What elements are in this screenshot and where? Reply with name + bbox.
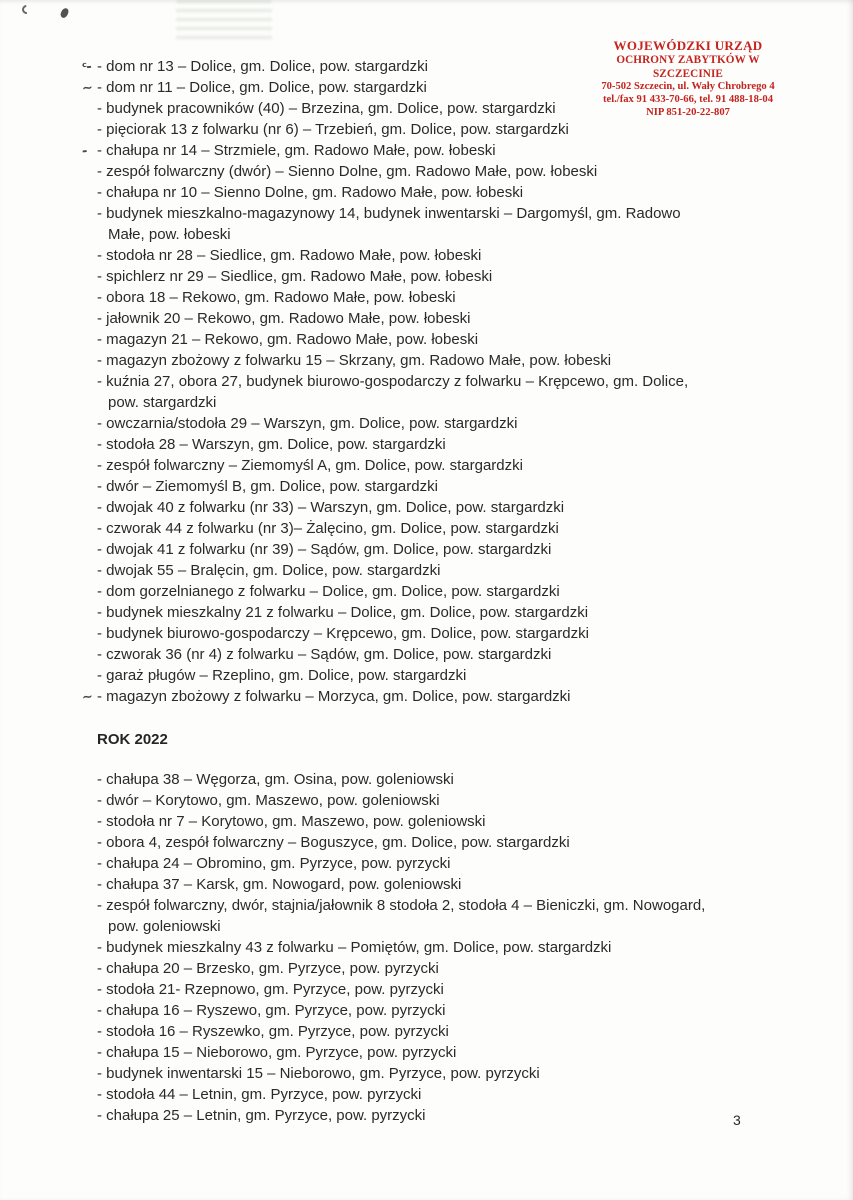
list-item — [97, 853, 717, 874]
pen-tick-mark: ~ — [81, 80, 93, 97]
list-item — [97, 937, 717, 958]
list-item — [97, 308, 717, 329]
list-item — [97, 769, 717, 790]
list-item — [97, 958, 717, 979]
list-item-text: - jałownik 20 – Rekowo, gm. Radowo Małe, pow. łobeski — [97, 310, 471, 327]
stamp-nip: NIP 851-20-22-807 — [646, 107, 730, 119]
list-item — [97, 518, 717, 539]
list-item-text: - chałupa 38 – Węgorza, gm. Osina, pow. goleniowski — [97, 771, 454, 788]
list-item — [97, 266, 717, 287]
list-item — [97, 895, 717, 937]
stamp-address: 70-502 Szczecin, ul. Wały Chrobrego 4 — [601, 81, 775, 93]
list-item-text: - stodoła nr 28 – Siedlice, gm. Radowo Małe, pow. łobeski — [97, 247, 482, 264]
pen-mark — [20, 3, 33, 16]
stamp-phone: tel./fax 91 433-70-66, tel. 91 488-18-04 — [602, 94, 774, 106]
list-item-text: - chałupa 20 – Brzesko, gm. Pyrzyce, pow. pyrzycki — [97, 960, 439, 977]
pen-tick-mark: ᶜ- — [81, 59, 92, 76]
list-item — [97, 182, 717, 203]
list-item-text: - zespół folwarczny, dwór, stajnia/jałownik 8 stodoła 2, stodoła 4 – Bieniczki, gm. Nowogard, pow. goleniowski — [97, 897, 706, 935]
list-item-text: - stodoła 16 – Ryszewko, gm. Pyrzyce, pow. pyrzycki — [97, 1023, 449, 1040]
list-item-text: - czworak 44 z folwarku (nr 3)– Żalęcino, gm. Dolice, pow. stargardzki — [97, 520, 559, 537]
pen-tick-mark: ~ — [81, 689, 93, 706]
list-item — [97, 560, 717, 581]
list-item — [81, 56, 717, 77]
pen-tick-mark: - — [81, 143, 88, 160]
list-item — [97, 119, 717, 140]
list-item — [97, 1105, 717, 1126]
list-item — [97, 832, 717, 853]
list-item — [97, 329, 717, 350]
list-item — [97, 1063, 717, 1084]
list-item-text: - budynek pracowników (40) – Brzezina, gm. Dolice, pow. stargardzki — [97, 100, 556, 117]
list-item-text: - dom nr 11 – Dolice, gm. Dolice, pow. stargardzki — [97, 79, 427, 96]
list-item — [97, 790, 717, 811]
list-item — [97, 161, 717, 182]
list-item — [97, 644, 717, 665]
list-item — [97, 203, 717, 245]
list-item-text: - magazyn zbożowy z folwarku 15 – Skrzany, gm. Radowo Małe, pow. łobeski — [97, 352, 612, 369]
list-item-text: - chałupa 24 – Obromino, gm. Pyrzyce, pow. pyrzycki — [97, 855, 451, 872]
building-list-2022 — [97, 769, 717, 1126]
list-item — [81, 686, 717, 707]
list-item — [81, 140, 717, 161]
list-item-text: - zespół folwarczny – Ziemomyśl A, gm. Dolice, pow. stargardzki — [97, 457, 523, 474]
list-item-text: - magazyn 21 – Rekowo, gm. Radowo Małe, pow. łobeski — [97, 331, 479, 348]
list-item — [97, 1042, 717, 1063]
list-item — [97, 287, 717, 308]
list-item — [81, 77, 717, 98]
list-item — [97, 581, 717, 602]
list-item-text: - dom gorzelnianego z folwarku – Dolice, gm. Dolice, pow. stargardzki — [97, 583, 560, 600]
list-item — [97, 413, 717, 434]
stamp-office-name: WOJEWÓDZKI URZĄD — [613, 38, 763, 53]
list-item-text: - obora 4, zespół folwarczny – Boguszyce, gm. Dolice, pow. stargardzki — [97, 834, 570, 851]
list-item-text: - dwór – Ziemomyśl B, gm. Dolice, pow. stargardzki — [97, 478, 438, 495]
list-item-text: - chałupa nr 14 – Strzmiele, gm. Radowo Małe, pow. łobeski — [97, 142, 496, 159]
list-item-text: - stodoła 21- Rzepnowo, gm. Pyrzyce, pow. pyrzycki — [97, 981, 444, 998]
pen-mark — [60, 7, 70, 19]
list-item-text: - kuźnia 27, obora 27, budynek biurowo-gospodarczy z folwarku – Krępcewo, gm. Dolice, pow. stargardzki — [97, 373, 689, 411]
list-item — [97, 811, 717, 832]
list-item-text: - budynek inwentarski 15 – Nieborowo, gm. Pyrzyce, pow. pyrzycki — [97, 1065, 540, 1082]
list-item-text: - zespół folwarczny (dwór) – Sienno Dolne, gm. Radowo Małe, pow. łobeski — [97, 163, 598, 180]
list-item-text: - dwojak 41 z folwarku (nr 39) – Sądów, gm. Dolice, pow. stargardzki — [97, 541, 552, 558]
list-item-text: - chałupa 15 – Nieborowo, gm. Pyrzyce, pow. pyrzycki — [97, 1044, 457, 1061]
list-item-text: - budynek mieszkalny 21 z folwarku – Dolice, gm. Dolice, pow. stargardzki — [97, 604, 589, 621]
list-item-text: - dwojak 40 z folwarku (nr 33) – Warszyn, gm. Dolice, pow. stargardzki — [97, 499, 565, 516]
building-list-part1 — [81, 56, 717, 707]
list-item — [97, 455, 717, 476]
list-item — [97, 476, 717, 497]
list-item-text: - dwór – Korytowo, gm. Maszewo, pow. goleniowski — [97, 792, 440, 809]
list-item — [97, 539, 717, 560]
list-item-text: - chałupa 25 – Letnin, gm. Pyrzyce, pow. pyrzycki — [97, 1107, 426, 1124]
list-item — [97, 979, 717, 1000]
list-item-text: - budynek mieszkalno-magazynowy 14, budynek inwentarski – Dargomyśl, gm. Radowo Małe, pow. łobeski — [97, 205, 681, 243]
list-item — [97, 245, 717, 266]
list-item — [97, 1084, 717, 1105]
list-item-text: - chałupa 37 – Karsk, gm. Nowogard, pow. goleniowski — [97, 876, 462, 893]
list-item-text: - dom nr 13 – Dolice, gm. Dolice, pow. stargardzki — [97, 58, 428, 75]
list-item-text: - obora 18 – Rekowo, gm. Radowo Małe, pow. łobeski — [97, 289, 456, 306]
stamp-office-name-2: OCHRONY ZABYTKÓW W SZCZECINIE — [616, 53, 760, 80]
list-item-text: - stodoła nr 7 – Korytowo, gm. Maszewo, pow. goleniowski — [97, 813, 486, 830]
list-item-text: - stodoła 28 – Warszyn, gm. Dolice, pow. stargardzki — [97, 436, 446, 453]
list-item — [97, 1021, 717, 1042]
list-item-text: - budynek biurowo-gospodarczy – Krępcewo, gm. Dolice, pow. stargardzki — [97, 625, 589, 642]
list-item — [97, 350, 717, 371]
list-item-text: - owczarnia/stodoła 29 – Warszyn, gm. Dolice, pow. stargardzki — [97, 415, 518, 432]
list-item — [97, 602, 717, 623]
list-item — [97, 434, 717, 455]
list-item-text: - garaż pługów – Rzeplino, gm. Dolice, pow. stargardzki — [97, 667, 467, 684]
list-item-text: - chałupa nr 10 – Sienno Dolne, gm. Radowo Małe, pow. łobeski — [97, 184, 524, 201]
list-item — [97, 1000, 717, 1021]
list-item — [97, 665, 717, 686]
page-number: 3 — [733, 1112, 741, 1128]
list-item — [97, 874, 717, 895]
list-item — [97, 623, 717, 644]
document-content — [81, 56, 719, 1126]
list-item-text: - dwojak 55 – Bralęcin, gm. Dolice, pow. stargardzki — [97, 562, 441, 579]
list-item-text: - pięciorak 13 z folwarku (nr 6) – Trzebień, gm. Dolice, pow. stargardzki — [97, 121, 569, 138]
list-item-text: - magazyn zbożowy z folwarku – Morzyca, gm. Dolice, pow. stargardzki — [97, 688, 571, 705]
list-item-text: - spichlerz nr 29 – Siedlice, gm. Radowo Małe, pow. łobeski — [97, 268, 493, 285]
list-item-text: - budynek mieszkalny 43 z folwarku – Pomiętów, gm. Dolice, pow. stargardzki — [97, 939, 612, 956]
faded-stamp — [176, 0, 272, 44]
list-item-text: - czworak 36 (nr 4) z folwarku – Sądów, gm. Dolice, pow. stargardzki — [97, 646, 552, 663]
list-item — [97, 371, 717, 413]
section-heading-rok-2022: ROK 2022 — [97, 731, 168, 748]
list-item-text: - stodoła 44 – Letnin, gm. Pyrzyce, pow. pyrzycki — [97, 1086, 422, 1103]
list-item-text: - chałupa 16 – Ryszewo, gm. Pyrzyce, pow. pyrzycki — [97, 1002, 446, 1019]
list-item — [97, 98, 717, 119]
list-item — [97, 497, 717, 518]
